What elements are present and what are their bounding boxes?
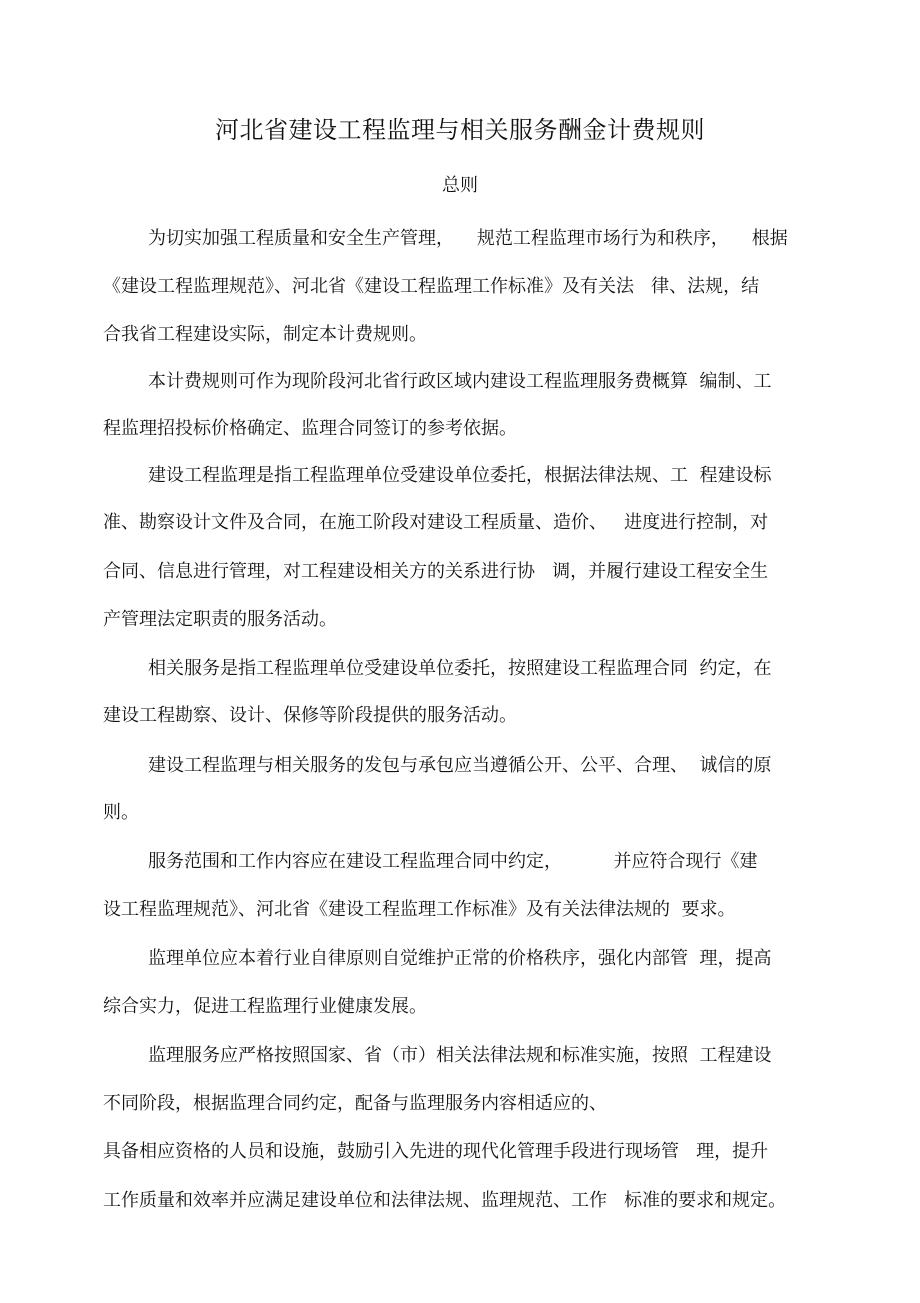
paragraph-8-line-4: 工作质量和效率并应满足建设单位和法律法规、监理规范、工作 标准的要求和规定。 [103, 1190, 787, 1211]
paragraph-1-line-3: 合我省工程建设实际，制定本计费规则。 [103, 324, 427, 345]
section-heading: 总则 [442, 175, 478, 196]
paragraph-6-line-1: 服务范围和工作内容应在建设工程监理合同中约定， 并应符合现行《建 [148, 851, 758, 872]
paragraph-1-line-2: 《建设工程监理规范》、河北省《建设工程监理工作标准》及有关法 律、法规，结 [103, 276, 760, 297]
paragraph-4-line-2: 建设工程勘察、设计、保修等阶段提供的服务活动。 [103, 705, 517, 726]
paragraph-7-line-1: 监理单位应本着行业自律原则自觉维护正常的价格秩序，强化内部管 理，提高 [148, 948, 772, 969]
paragraph-8-line-3: 具备相应资格的人员和设施，鼓励引入先进的现代化管理手段进行现场管 理，提升 [103, 1141, 769, 1162]
paragraph-3-line-2: 准、勘察设计文件及合同，在施工阶段对建设工程质量、造价、 进度进行控制，对 [103, 512, 769, 533]
paragraph-3-line-3: 合同、信息进行管理，对工程建设相关方的关系进行协 调，并履行建设工程安全生 [103, 561, 769, 582]
paragraph-5-line-2: 则。 [103, 802, 139, 823]
paragraph-5-line-1: 建设工程监理与相关服务的发包与承包应当遵循公开、公平、合理、 诚信的原 [148, 755, 772, 776]
document-title: 河北省建设工程监理与相关服务酬金计费规则 [215, 116, 705, 144]
paragraph-2-line-1: 本计费规则可作为现阶段河北省行政区域内建设工程监理服务费概算 编制、工 [148, 371, 772, 392]
paragraph-8-line-1: 监理服务应严格按照国家、省（市）相关法律法规和标准实施，按照 工程建设 [148, 1045, 772, 1066]
paragraph-3-line-4: 产管理法定职责的服务活动。 [103, 609, 337, 630]
paragraph-6-line-2: 设工程监理规范》、河北省《建设工程监理工作标准》及有关法律法规的 要求。 [103, 899, 736, 920]
paragraph-4-line-1: 相关服务是指工程监理单位受建设单位委托，按照建设工程监理合同 约定，在 [148, 658, 772, 679]
paragraph-8-line-2: 不同阶段，根据监理合同约定，配备与监理服务内容相适应的、 [103, 1093, 607, 1114]
paragraph-3-line-1: 建设工程监理是指工程监理单位受建设单位委托，根据法律法规、工 程建设标 [148, 465, 772, 486]
paragraph-2-line-2: 程监理招投标价格确定、监理合同签订的参考依据。 [103, 418, 517, 439]
paragraph-1-line-1: 为切实加强工程质量和安全生产管理， 规范工程监理市场行为和秩序， 根据 [148, 228, 788, 249]
paragraph-7-line-2: 综合实力，促进工程监理行业健康发展。 [103, 996, 427, 1017]
